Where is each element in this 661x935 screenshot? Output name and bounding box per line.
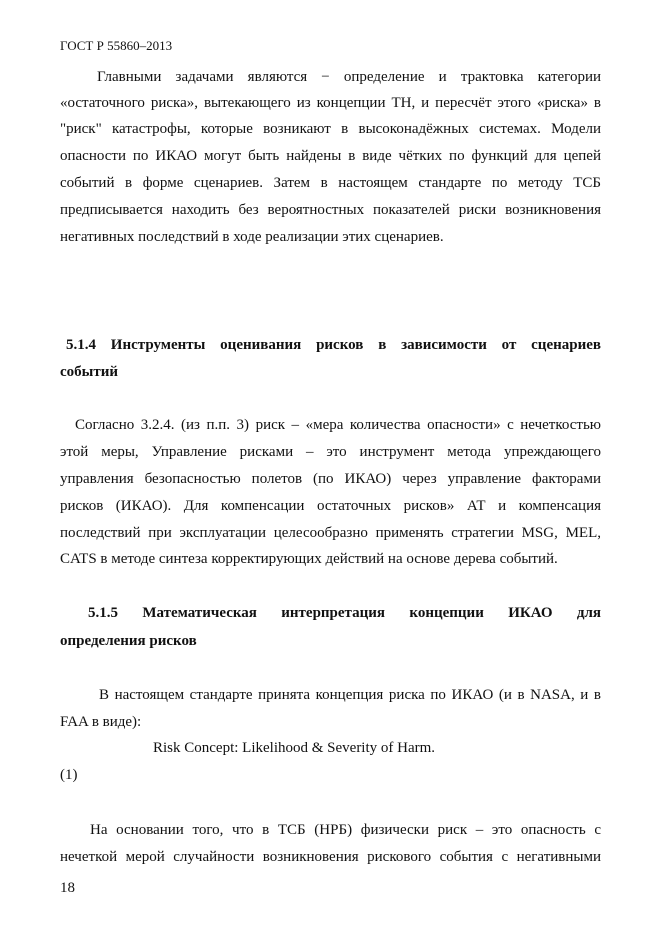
- section-heading-5-1-5-cont: определения рисков: [60, 633, 197, 649]
- paragraph-4-line: нечеткой мерой случайности возникновения рискового события с негативными: [60, 849, 601, 865]
- document-code-header: ГОСТ Р 55860–2013: [60, 38, 173, 53]
- page-number: 18: [60, 880, 75, 896]
- formula-number: (1): [60, 767, 78, 783]
- paragraph-1-line: предписывается находить без вероятностных показателей риски возникновения: [60, 202, 601, 218]
- paragraph-2-line: управления безопасностью полетов (по ИКАО) через управление факторами: [60, 471, 601, 487]
- paragraph-1-line: Главными задачами являются − определение и трактовка категории: [97, 69, 601, 85]
- paragraph-3-line: В настоящем стандарте принята концепция риска по ИКАО (и в NASA, и в: [99, 687, 601, 703]
- paragraph-2-line: этой меры, Управление рисками – это инструмент метода упреждающего: [60, 444, 601, 460]
- paragraph-1-line: «остаточного риска», вытекающего из концепции ТН, и пересчёт этого «риска» в: [60, 95, 601, 111]
- paragraph-2-line: рисков (ИКАО). Для компенсации остаточных рисков» АТ и компенсация: [60, 498, 601, 514]
- paragraph-3-line: FAA в виде):: [60, 714, 142, 730]
- paragraph-1-line: негативных последствий в ходе реализации этих сценариев.: [60, 229, 444, 245]
- paragraph-2-line: Согласно 3.2.4. (из п.п. 3) риск – «мера количества опасности» с нечеткостью: [75, 417, 601, 433]
- section-heading-5-1-4: 5.1.4 Инструменты оценивания рисков в зависимости от сценариев: [66, 337, 601, 353]
- paragraph-1-line: "риск" катастрофы, которые возникают в высоконадёжных системах. Модели: [60, 121, 601, 137]
- paragraph-1-line: событий в форме сценариев. Затем в настоящем стандарте по методу ТСБ: [60, 175, 601, 191]
- formula: Risk Concept: Likelihood & Severity of Harm.: [153, 740, 436, 756]
- paragraph-1-line: опасности по ИКАО могут быть найдены в виде чётких по функций для цепей: [60, 148, 601, 164]
- section-heading-5-1-5: 5.1.5 Математическая интерпретация концепции ИКАО для: [88, 605, 601, 621]
- paragraph-2-line: CATS в методе синтеза корректирующих действий на основе дерева событий.: [60, 551, 558, 567]
- section-heading-5-1-4-cont: событий: [60, 364, 119, 380]
- paragraph-4-line: На основании того, что в ТСБ (НРБ) физически риск – это опасность с: [90, 822, 601, 838]
- paragraph-2-line: последствий при эксплуатации целесообразно применять стратегии MSG, MEL,: [60, 525, 601, 541]
